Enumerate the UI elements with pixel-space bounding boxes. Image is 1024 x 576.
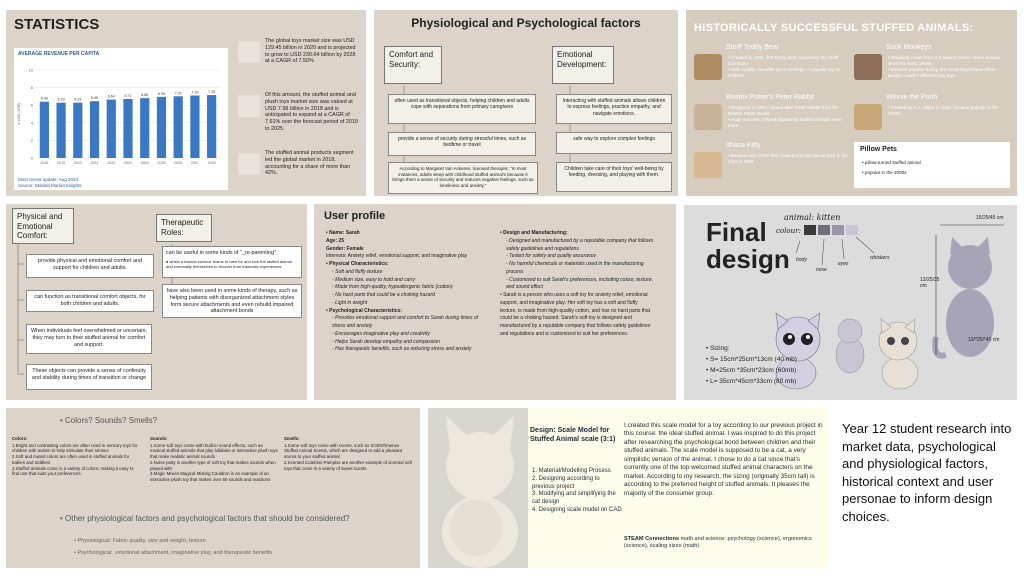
colour-label: colour: <box>776 227 801 235</box>
dimension-top: 15/25/45 cm <box>976 215 1004 221</box>
smells-body: 1.Some soft toys come with scents, such as SCENTimenes Stuffed Animal Scents, which are designed to add a pleasant aroma to your stuffed animal 2.Scented Cuteblox Pamplox are another example of scented soft toys that come in a variety of sweet scents <box>284 442 412 471</box>
x-tick-label: 2021 <box>90 161 99 165</box>
stat-text-3: The stuffed animal products segment led the global market in 2018, accounting for a share of more than 42%. <box>265 150 354 177</box>
user-profile-title: User profile <box>324 210 386 222</box>
chart-bar <box>123 99 132 158</box>
y-tick-label: 8 <box>30 85 33 91</box>
stat-item-3 <box>238 150 360 194</box>
final-title-line1: Final <box>706 217 767 247</box>
x-tick-label: 2027 <box>190 161 199 165</box>
profile-line: Age: 25 <box>326 237 345 244</box>
y-tick-label: 2 <box>30 137 33 143</box>
profile-line: ◦ Customized to suit Sarah's preferences, including colour, texture, <box>506 276 653 283</box>
scale-model-title: Design: Scale Model for Stuffed Animal scale (3:1) <box>530 427 616 444</box>
profile-line: ◦ Medium size, easy to hold and carry <box>332 276 416 283</box>
model-description: I created this scale model for a toy according to our previous project in this course: the ideal stuffed animal. I was inspired to do this project after researching the psychological bond between children and their stuffed animals. The scale model is supposed to be a cat, a very simplistic version of the animal. I chose to do a cat since that's currently one of the top welcomed stuffed animal characters on the market. According to my research, the sizing (originally 35cm tall) is according to the preferred height of stuffed animals. It pleases the majority of the consumer group. <box>624 422 823 497</box>
size-large: • L= 35cm*45cm*33cm (80 mb) <box>706 378 797 386</box>
historic-toys-slide <box>686 10 1017 196</box>
cat-scale-model-render <box>428 408 528 568</box>
chart-bar <box>107 100 116 158</box>
profile-line: ◦ Has therapeutic benefits, such as reducing stress and anxiety <box>332 346 472 353</box>
profile-line: and regulations and is customized to suit her preferences. <box>500 330 629 337</box>
profile-line: • Design and Manufacturing: <box>500 230 568 236</box>
steam-text: math and science: psychology (science), ergonomics (science), scaling sizes (math) <box>624 536 812 550</box>
colors-column <box>12 436 140 477</box>
sounds-column <box>150 436 278 483</box>
scale-model-slide <box>428 408 828 568</box>
animal-label: animal: <box>784 213 815 222</box>
bar-value-label: 6.40 <box>40 96 48 101</box>
profile-line: stress and anxiety <box>332 323 373 329</box>
bar-value-label: 6.95 <box>157 91 165 96</box>
chart-bar <box>56 103 65 158</box>
y-tick-label: 0 <box>30 155 33 161</box>
swatch-label-nose: nose <box>816 267 827 273</box>
bar-value-label: 6.46 <box>91 96 99 101</box>
sock-monkey-image <box>854 54 882 80</box>
phys-psych-slide <box>374 10 678 196</box>
other-factor-physiological: • Physiological: Fabric quality, size and weight, texture. <box>74 538 208 544</box>
animal-value: kitten <box>816 213 841 222</box>
chart-footer-source: Source: Statista Market Insights <box>18 183 82 188</box>
chart-bar <box>73 103 82 158</box>
smells-column <box>284 436 412 471</box>
model-process-step: 2. Designing according to previous project <box>532 475 600 490</box>
emotional-development-header: Emotional Development: <box>552 46 614 84</box>
therapy-point-2: have also been used in some kinds of therapy, such as helping patients with disorganized attachment styles form secure attachments and even rebuild impaired attachment bonds <box>162 284 302 318</box>
comfort-therapy-slide <box>6 204 307 400</box>
swatch-label-whiskers: whiskers <box>870 255 890 261</box>
smells-heading: Smells: <box>284 436 300 441</box>
comfort-point-1: provide physical and emotional comfort and support for children and adults. <box>26 254 154 278</box>
size-small: • S= 15cm*25cm*13cm (40 mb) <box>706 356 797 364</box>
stat-square <box>238 41 260 63</box>
stat-square <box>238 153 260 175</box>
x-tick-label: 2024 <box>140 161 149 165</box>
therapeutic-header: Therapeutic Roles: <box>156 214 212 242</box>
profile-line: ◦ Helps Sarah develop empathy and compassion <box>332 338 440 345</box>
comfort-note-2: provide a sense of security during stressful times, such as bedtime or travel <box>388 132 536 156</box>
toy-sock-monkeys <box>854 44 1010 82</box>
swatch-3 <box>832 225 844 235</box>
x-tick-label: 2018 <box>40 161 49 165</box>
profile-line: ◦ No harmful chemicals or materials used in the manufacturing <box>506 261 644 267</box>
comfort-note-1: often used as transitional objects, helping children and adults cope with separations from primary caregivers <box>388 94 536 124</box>
stat-item-1 <box>238 38 360 82</box>
toy-steiff-teddy <box>694 44 850 82</box>
bar-value-label: 6.29 <box>74 97 82 102</box>
toy-name: Beatrix Potter's Peter Rabbit <box>726 94 815 101</box>
phys-psych-title: Physiological and Psychological factors <box>411 16 641 30</box>
toy-fact: • Created in 1902, first teddy bear created by the Steiff Company <box>728 55 839 66</box>
profile-line: ◦ Tested for safety and quality assurance <box>506 253 596 260</box>
toy-name: Winnie the Pooh <box>886 94 938 101</box>
profile-line: manufactured by a reputable company that follows safety guidelines <box>500 323 651 329</box>
senses-heading: • Colors? Sounds? Smells? <box>60 416 158 425</box>
winnie-pooh-image <box>854 104 882 130</box>
dimension-side: 13/25/35 cm <box>920 277 940 289</box>
toy-name: Ithaca Kitty <box>726 142 761 149</box>
profile-line: ◦ Soft and fluffy texture <box>332 268 383 275</box>
user-profile-left-column <box>326 230 496 354</box>
emotional-note-3: Children take care of their toys' well-being by feeding, dressing, and playing with them. <box>556 162 672 192</box>
bar-value-label: 7.01 <box>174 91 182 96</box>
chart-footer-update: Most recent update: Aug 2023 <box>18 177 79 182</box>
sounds-heading: Sounds: <box>150 436 168 441</box>
swatch-2 <box>818 225 830 235</box>
chart-bar <box>207 95 216 158</box>
user-profile-right-column <box>500 230 674 339</box>
toy-fact: • Huge success, helped popularize stuffed animals even more <box>728 117 842 128</box>
other-factor-psychological: • Psychological: ,emotional attachment, imaginative play, and therapeutic benefits <box>74 550 273 556</box>
toy-fact: • Designed in 1903, named after Peter Rabbit from the Beatrix Potter books. <box>728 105 839 116</box>
y-axis-label: in USD (US$) <box>17 103 21 125</box>
chart-bar <box>140 98 149 158</box>
toy-peter-rabbit <box>694 94 850 132</box>
bar-value-label: 6.71 <box>124 93 132 98</box>
stat-item-2 <box>238 92 360 144</box>
profile-line: and sound effect <box>506 284 543 291</box>
model-process-step: 3. Modifying and simplifying the cat design <box>532 491 616 506</box>
user-profile-slide <box>314 204 676 400</box>
chart-bar <box>40 102 49 158</box>
size-medium: • M=25cm *35cm*23cm (60mb) <box>706 367 797 375</box>
teddy-bear-image <box>694 54 722 80</box>
toy-fact: • Became one of the first mass produced animal toys in the USA in 1892. <box>728 153 848 164</box>
x-tick-label: 2025 <box>157 161 166 165</box>
profile-line: • Psychological Characteristics: <box>326 307 402 314</box>
profile-line: safety guidelines and regulations <box>506 245 579 252</box>
comfort-header: Physical and Emotional Comfort: <box>12 208 74 244</box>
stat-square <box>238 95 260 117</box>
toy-fact: • Became popular during the Great Depression when people couldn't afford to buy toys <box>888 67 996 78</box>
historic-toys-title: HISTORICALLY SUCCESSFUL STUFFED ANIMALS: <box>694 22 974 34</box>
revenue-chart <box>14 48 228 190</box>
revenue-bar-chart <box>14 56 228 180</box>
swatch-4 <box>846 225 858 235</box>
final-title-line2: design <box>706 244 790 275</box>
x-tick-label: 2020 <box>73 161 82 165</box>
comfort-security-header: Comfort and Security: <box>384 46 442 84</box>
x-tick-label: 2028 <box>207 161 216 165</box>
peter-rabbit-image <box>694 104 722 130</box>
profile-line: could be a choking hazard. Sarah's soft toy is designed and <box>500 315 632 322</box>
therapy-point-1-text: can be useful in some kinds of "_re-parenting" <box>166 250 276 256</box>
profile-line: support, and imaginative play. Her soft toy has a soft and fluffy <box>500 299 638 306</box>
toy-fact: • Soft, cuddly, movable arms and legs -> popular toy for children <box>728 67 841 78</box>
toy-name: Pillow Pets <box>860 146 897 153</box>
comfort-point-4: These objects can provide a sense of continuity and stability during times of transition or change <box>26 364 152 390</box>
swatch-label-body: body <box>796 257 807 263</box>
swatch-label-eyes: eyes <box>838 261 849 267</box>
swatch-1 <box>804 225 816 235</box>
toy-pillow-pets <box>854 142 1010 188</box>
profile-line: Interests: Anxiety relief, emotional support, and imaginative play <box>326 253 468 260</box>
chart-title: AVERAGE REVENUE PER CAPITA <box>18 51 100 57</box>
chart-bar <box>157 97 166 158</box>
y-tick-label: 4 <box>30 120 33 126</box>
toy-fact: • pillow-turned stuffed animal <box>862 160 921 165</box>
profile-line: ◦ Provides emotional support and comfort to Sarah during times of <box>332 315 479 322</box>
y-tick-label: 6 <box>30 102 33 108</box>
statistics-slide <box>6 10 366 196</box>
profile-line: • Name: Sarah <box>326 230 360 236</box>
bar-value-label: 6.80 <box>141 93 149 98</box>
model-process-step: 4. Designing scale model on CAD <box>532 506 622 513</box>
profile-line: • Physical Characteristics: <box>326 261 389 267</box>
toy-ithaca-kitty <box>694 142 850 180</box>
toy-winnie-the-pooh <box>854 94 1010 132</box>
profile-line: process <box>506 268 524 275</box>
sizing-header: • Sizing: <box>706 345 730 352</box>
stat-text-1: The global toys market size was USD 129.45 billion in 2020 and is projected to grow to USD 230.64 billion by 2028 at a CAGR of 7.50% <box>265 38 356 65</box>
x-tick-label: 2019 <box>57 161 66 165</box>
chart-bar <box>174 96 183 158</box>
sounds-body: 1.Some soft toys come with built-in sound effects, such as musical stuffed animals that play lullabies or interactive plush toys that make realistic animal sounds 2.Noise putty is another type of soft toy that makes sounds when played with 3.Magic Mixies Magical Misting Cauldron is an example of an interactive plush toy that makes over 50 sounds and reactions <box>150 442 278 483</box>
bar-value-label: 7.10 <box>191 90 199 95</box>
dimension-bottom: 13/*25/*45 cm <box>968 337 1000 343</box>
other-factors-heading: • Other physiological factors and psychological factors that should be considered? <box>60 514 350 523</box>
comfort-point-3: When individuals feel overwhelmed or uncertain, they may turn to their stuffed animal for comfort and support. <box>26 324 152 354</box>
stat-text-2: Of this amount, the stuffed animal and plush toys market size was valued at USD 7.98 billion in 2018 and is anticipated to expand at a CAGR of 7.61% over the forecast period of 2019 to 2025. <box>265 92 358 132</box>
emotional-note-2: safe way to explore complex feelings <box>556 132 672 154</box>
model-process-step: 1. Material/Modelling Process <box>532 468 611 474</box>
toy-fact: • Originally made from red heeled socks • Seen around since the early 1900s <box>888 55 1000 66</box>
sizing-list <box>706 343 797 387</box>
steam-label: STEAM Connections <box>624 536 680 542</box>
statistics-title: STATISTICS <box>14 16 100 33</box>
bar-value-label: 6.64 <box>107 94 115 99</box>
colors-body: 1.Bright and contrasting colors are often used in sensory toys for children with autism to help stimulate their senses 2.Soft and muted colors are often used in stuffed animals for babies and toddlers 3.Stuffed animals come in a variety of colors, making it easy to find one that suits your preferences. <box>12 442 138 477</box>
model-process-list <box>532 468 624 515</box>
bar-value-label: 7.15 <box>208 90 216 95</box>
senses-slide <box>6 408 420 568</box>
profile-line: ◦ Encourages imaginative play and creativity <box>332 330 430 337</box>
profile-line: Gender: Female <box>326 245 364 252</box>
toy-name: Sock Monkeys <box>886 44 932 51</box>
y-tick-label: 10 <box>28 67 33 73</box>
therapy-point-1 <box>162 246 302 278</box>
steam-connections <box>624 536 824 551</box>
comfort-note-3: According to Margaret Van Ackeren, licensed therapist, "In most instances, adults sleep with childhood stuffed animal's because it brings them a sense of security and reduces negative feelings, such as loneliness and anxiety." <box>388 162 538 194</box>
profile-line: ◦ Made from high-quality, hypoallergenic fabric (cotton) <box>332 284 453 291</box>
chart-bar <box>190 96 199 158</box>
comfort-point-2: can function as transitional comfort objects, for both children and adults. <box>26 290 154 312</box>
chart-bar <box>90 101 99 158</box>
x-tick-label: 2023 <box>124 161 132 165</box>
toy-fact: • created by A.A. Milne in 1926, became popular in the 1930s <box>888 105 999 116</box>
x-tick-label: 2026 <box>174 161 183 165</box>
caption-text: Year 12 student research into market data, psychological and physiological factors, historical context and user personae to inform design choices. <box>842 421 1012 524</box>
x-tick-label: 2022 <box>107 161 116 165</box>
profile-line: ◦ Light in weight <box>332 299 368 306</box>
final-design-slide <box>684 205 1017 400</box>
ithaca-kitty-image <box>694 152 722 178</box>
profile-line: ◦ No hard parts that could be a choking hazard <box>332 292 435 298</box>
profile-line: texture, is made from high-quality cotton, and has no hard parts that <box>500 307 651 314</box>
profile-line: ◦ Designed and manufactured by a reputable company that follows <box>506 237 654 244</box>
bar-value-label: 6.29 <box>57 97 65 102</box>
emotional-note-1: Interacting with stuffed animals allows children to express feelings, practice empathy, and navigate emotions. <box>556 94 672 124</box>
toy-name: Steiff Teddy Bear <box>726 44 780 51</box>
therapy-point-1-sub: ● which a trauma survivor learns to care for and love the stuffed animal and eventually themselves to recover from traumatic experiences <box>166 258 292 269</box>
profile-line: • Sarah is a person who uses a soft toy for anxiety relief, emotional <box>500 292 648 298</box>
colors-heading: Colors: <box>12 436 28 441</box>
toy-fact: • popular in the 2000s <box>862 170 907 175</box>
